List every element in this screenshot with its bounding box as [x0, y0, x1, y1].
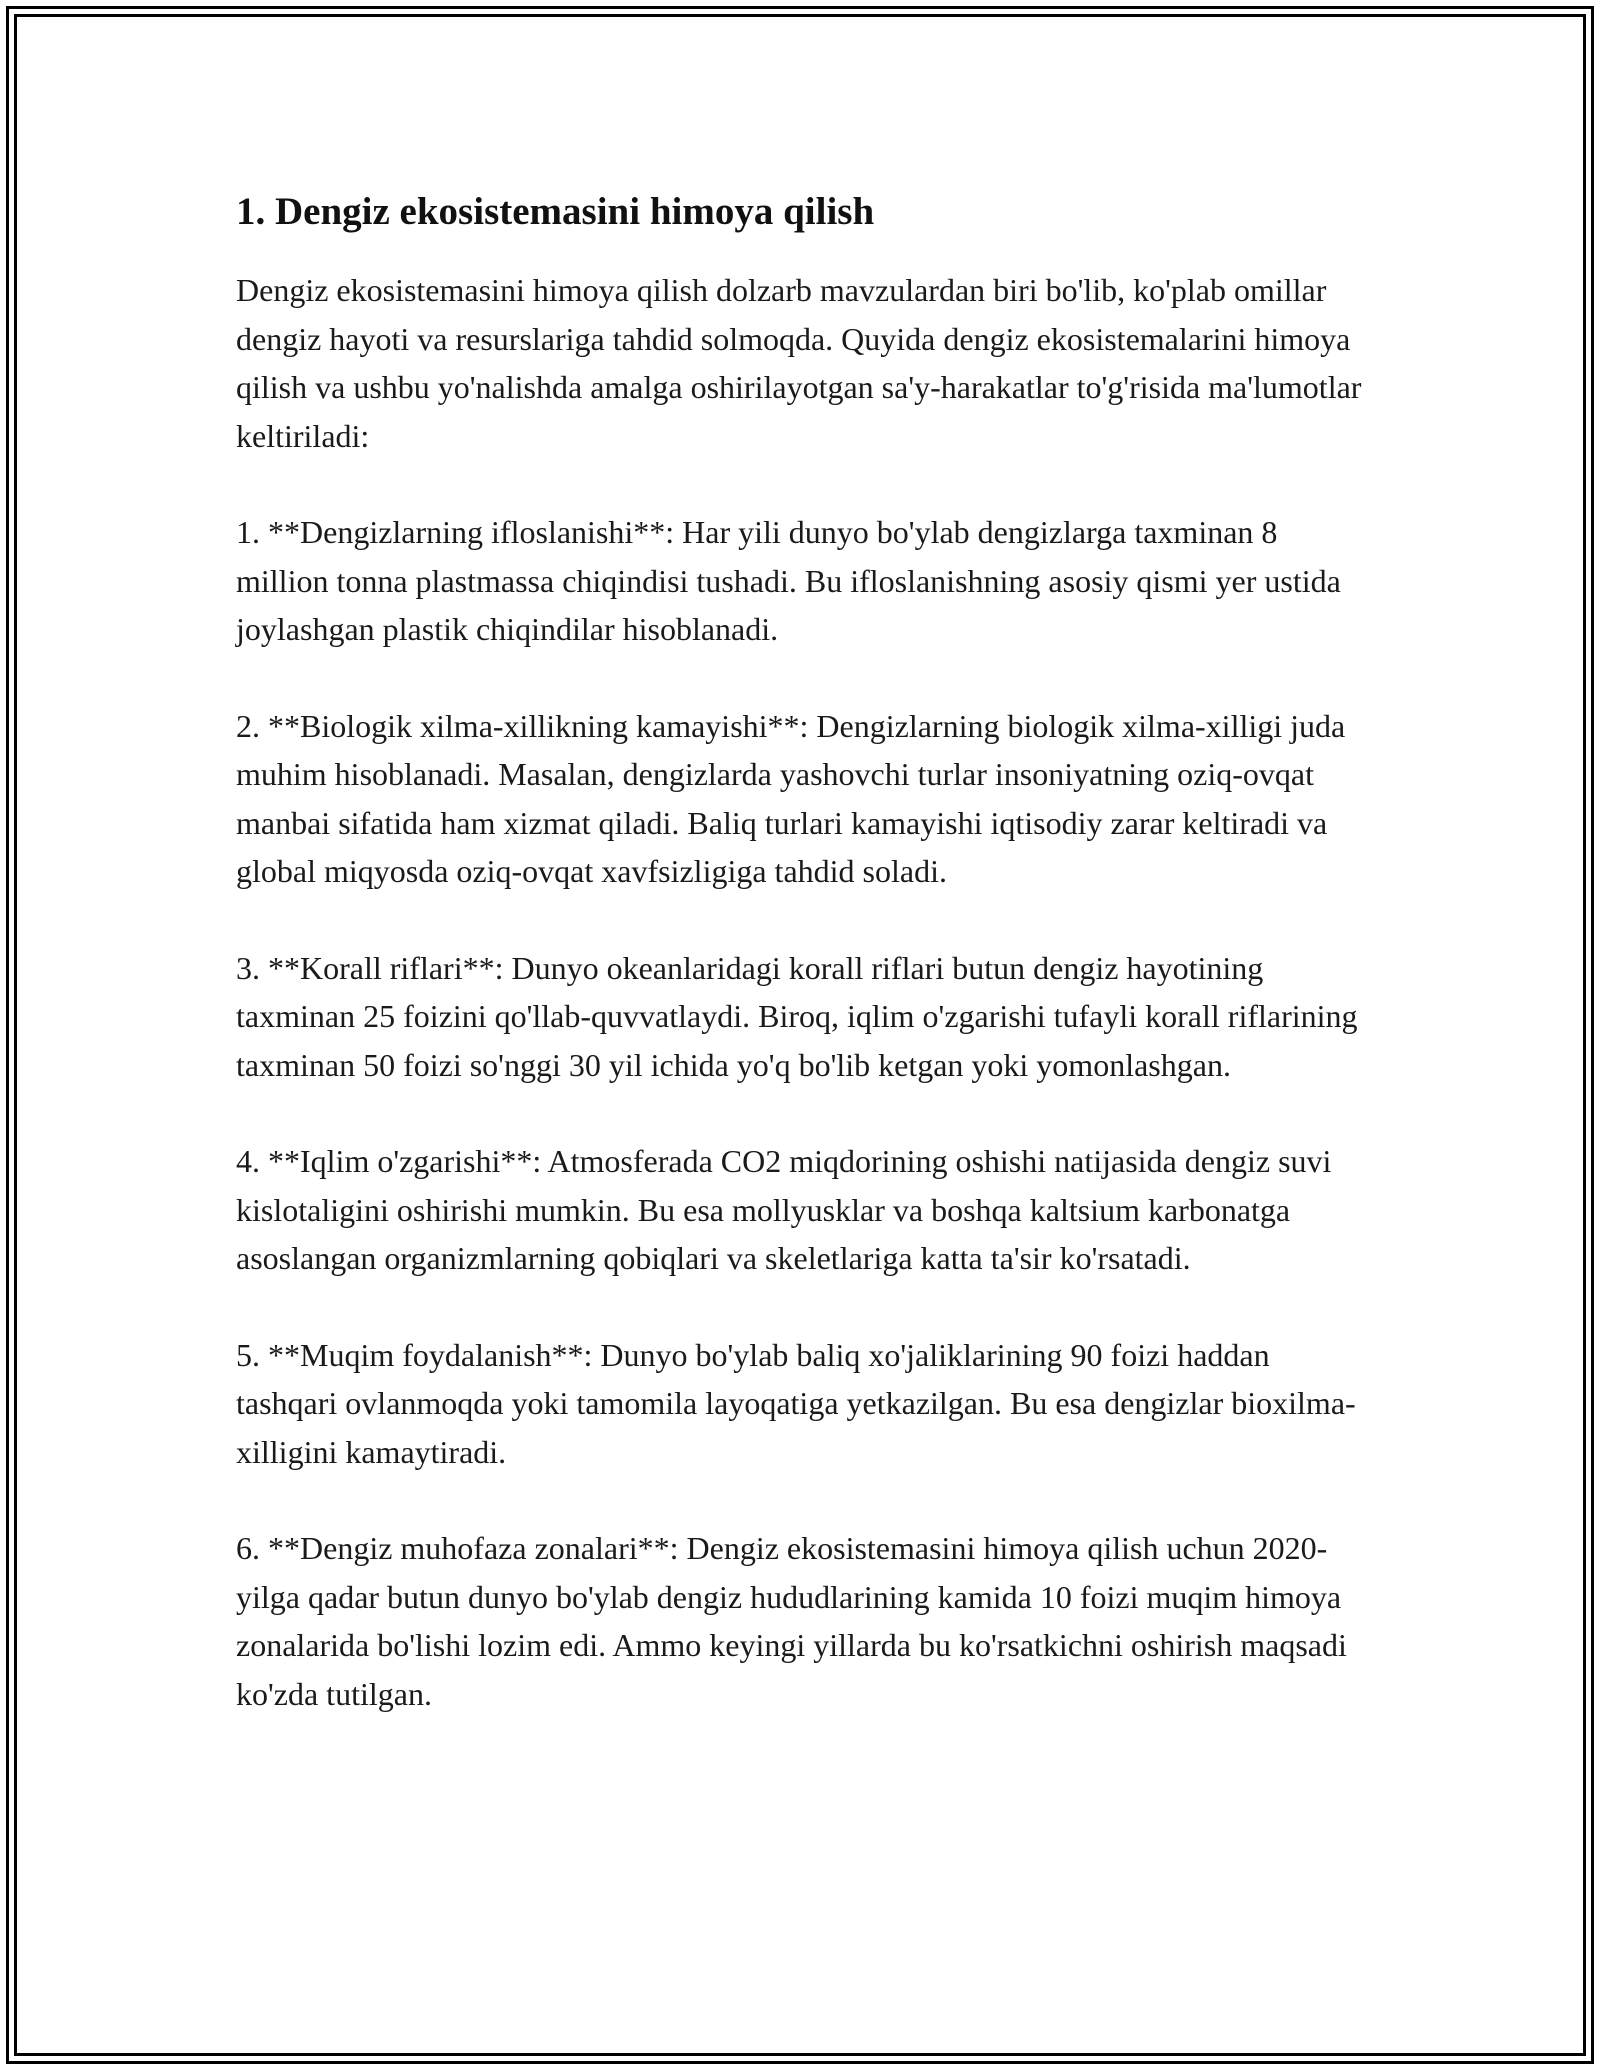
intro-paragraph: Dengiz ekosistemasini himoya qilish dolzarb mavzulardan biri bo'lib, ko'plab omillar dengiz hayoti va resurslariga tahdid solmoqda. Quyida dengiz ekosistemalarini himoya qilish va ushbu yo'nalishda amalga oshirilayotgan sa'y-harakatlar to'g'risida ma'lumotlar keltiriladi:	[236, 272, 1362, 454]
document-title: 1. Dengiz ekosistemasini himoya qilish	[236, 190, 875, 233]
list-item-sustainable-use: 5. **Muqim foydalanish**: Dunyo bo'ylab baliq xo'jaliklarining 90 foizi haddan tashqari ovlanmoqda yoki tamomila layoqatiga yetkazilgan. Bu esa dengizlar bioxilma-xilligini kamaytiradi.	[236, 1336, 1356, 1470]
list-item-protected-zones: 6. **Dengiz muhofaza zonalari**: Dengiz ekosistemasini himoya qilish uchun 2020-yilga qadar butun dunyo bo'ylab dengiz hududlarining kamida 10 foizi muqim himoya zonalarida bo'lishi lozim edi. Ammo keyingi yillarda bu ko'rsatkichni oshirish maqsadi ko'zda tutilgan.	[236, 1530, 1347, 1712]
document-body	[236, 184, 1376, 1766]
list-item-coral-reefs: 3. **Korall riflari**: Dunyo okeanlaridagi korall riflari butun dengiz hayotining taxminan 25 foizini qo'llab-quvvatlaydi. Biroq, iqlim o'zgarishi tufayli korall riflarining taxminan 50 foizi so'nggi 30 yil ichida yo'q bo'lib ketgan yoki yomonlashgan.	[236, 949, 1358, 1083]
list-item-climate-change: 4. **Iqlim o'zgarishi**: Atmosferada CO2 miqdorining oshishi natijasida dengiz suvi kislotaligini oshirishi mumkin. Bu esa mollyusklar va boshqa kaltsium karbonatga asoslangan organizmlarning qobiqlari va skeletlariga katta ta'sir ko'rsatadi.	[236, 1143, 1332, 1276]
list-item-pollution: 1. **Dengizlarning ifloslanishi**: Har yili dunyo bo'ylab dengizlarga taxminan 8 million tonna plastmassa chiqindisi tushadi. Bu ifloslanishning asosiy qismi yer ustida joylashgan plastik chiqindilar hisoblanadi.	[236, 514, 1341, 647]
list-item-biodiversity: 2. **Biologik xilma-xillikning kamayishi**: Dengizlarning biologik xilma-xilligi juda muhim hisoblanadi. Masalan, dengizlarda yashovchi turlar insoniyatning oziq-ovqat manbai sifatida ham xizmat qiladi. Baliq turlari kamayishi iqtisodiy zarar keltiradi va global miqyosda oziq-ovqat xavfsizligiga tahdid soladi.	[236, 707, 1346, 889]
